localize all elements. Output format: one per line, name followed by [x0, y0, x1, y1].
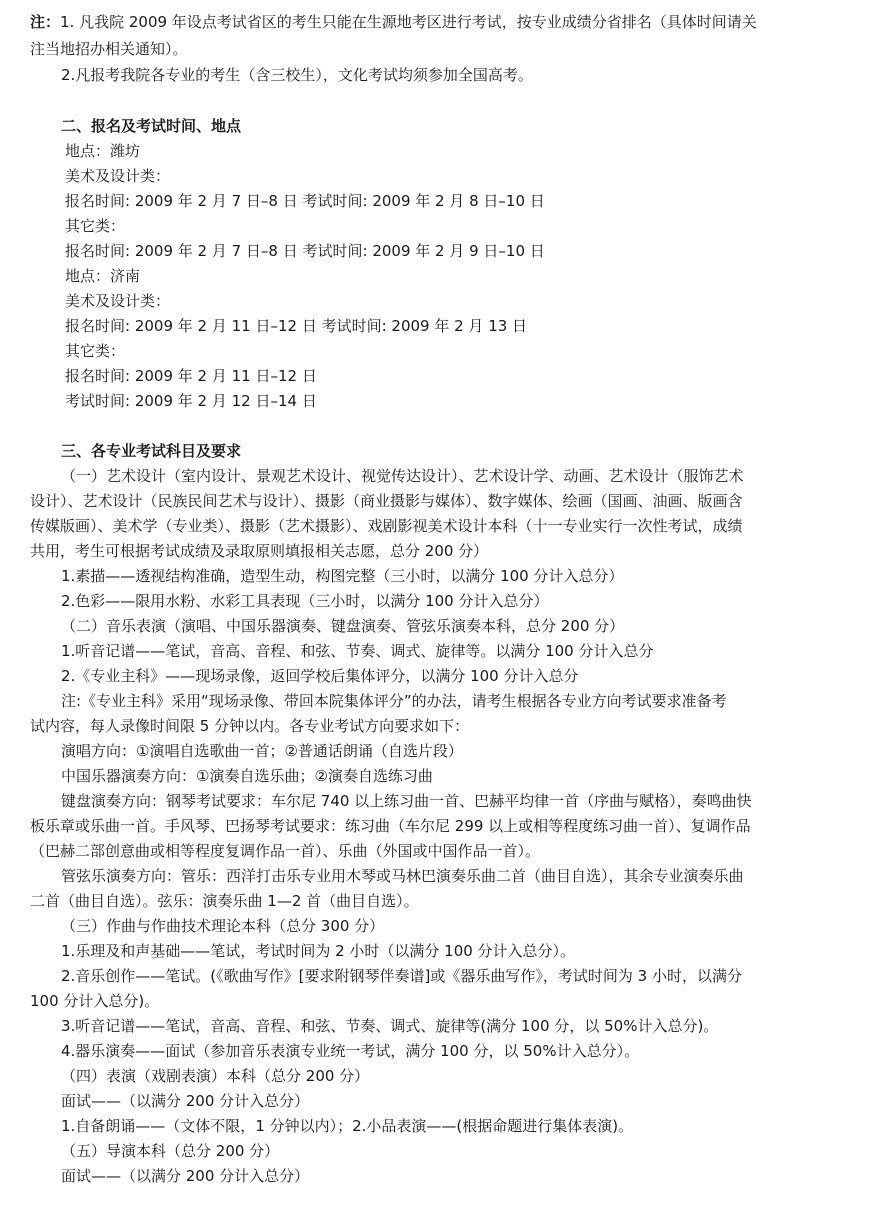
note-line-3: 2.凡报考我院各专业的考生（含三校生），文化考试均须参加全国高考。	[61, 66, 533, 84]
s3-line: （二）音乐表演（演唱、中国乐器演奏、键盘演奏、管弦乐演奏本科，总分 200 分）	[61, 617, 625, 635]
note-label: 注：	[30, 13, 61, 31]
s2-line: 报名时间: 2009 年 2 月 7 日–8 日 考试时间: 2009 年 2 月 8 日–10 日	[65, 192, 545, 210]
s3-line: 共用，考生可根据考试成绩及录取原则填报相关志愿，总分 200 分）	[30, 542, 489, 560]
s3-line: 1.素描——透视结构准确，造型生动，构图完整（三小时，以满分 100 分计入总分）	[61, 567, 624, 585]
s2-line: 美术及设计类：	[65, 292, 171, 310]
s3-line: 面试——（以满分 200 分计入总分）	[61, 1167, 310, 1185]
s3-line: 演唱方向：①演唱自选歌曲一首；②普通话朗诵（自选片段）	[61, 742, 463, 760]
s3-line: 传媒版画）、美术学（专业类）、摄影（艺术摄影）、戏剧影视美术设计本科（十一专业实行一次性考试，成绩	[30, 517, 743, 535]
s3-line: 2.色彩——限用水粉、水彩工具表现（三小时，以满分 100 分计入总分）	[61, 592, 549, 610]
s3-line: 管弦乐演奏方向：管乐：西洋打击乐专业用木琴或马林巴演奏乐曲二首（曲目自选），其余专业演奏乐曲	[61, 867, 744, 885]
s3-line: 试内容，每人录像时间限 5 分钟以内。各专业考试方向要求如下：	[30, 717, 470, 735]
s3-line: （四）表演（戏剧表演）本科（总分 200 分）	[61, 1067, 370, 1085]
s3-line: 设计）、艺术设计（民族民间艺术与设计）、摄影（商业摄影与媒体）、数字媒体、绘画（国画、油画、版画含	[30, 492, 743, 510]
note-text-1: 1. 凡我院 2009 年设点考试省区的考生只能在生源地考区进行考试，按专业成绩分省排名（具体时间请关	[60, 13, 757, 31]
s3-line: 100 分计入总分)。	[30, 992, 160, 1010]
s3-line: 二首（曲目自选）。弦乐：演奏乐曲 1—2 首（曲目自选）。	[30, 892, 419, 910]
s3-line: 注:《专业主科》采用“现场录像、带回本院集体评分”的办法，请考生根据各专业方向考试要求准备考	[61, 692, 727, 710]
s3-line: （一）艺术设计（室内设计、景观艺术设计、视觉传达设计）、艺术设计学、动画、艺术设计（服饰艺术	[61, 467, 744, 485]
s3-line: 键盘演奏方向：钢琴考试要求：车尔尼 740 以上练习曲一首、巴赫平均律一首（序曲与赋格），奏鸣曲快	[61, 792, 752, 810]
s2-line: 其它类：	[65, 217, 126, 235]
note-line-1	[30, 10, 757, 35]
s3-line: （五）导演本科（总分 200 分）	[61, 1142, 280, 1160]
s2-line: 报名时间: 2009 年 2 月 11 日–12 日	[65, 367, 317, 385]
s3-line: （三）作曲与作曲技术理论本科（总分 300 分）	[61, 917, 385, 935]
s3-line: 1.听音记谱——笔试，音高、音程、和弦、节奏、调式、旋律等。以满分 100 分计入总分	[61, 642, 654, 660]
s3-line: 3.听音记谱——笔试，音高、音程、和弦、节奏、调式、旋律等(满分 100 分，以 50%计入总分)。	[61, 1017, 719, 1035]
s2-line: 地点：潍坊	[65, 142, 141, 160]
section-3-heading: 三、各专业考试科目及要求	[61, 442, 242, 460]
s2-line: 考试时间: 2009 年 2 月 12 日–14 日	[65, 392, 317, 410]
s2-line: 美术及设计类：	[65, 167, 171, 185]
s3-line: 面试——（以满分 200 分计入总分）	[61, 1092, 310, 1110]
s2-line: 报名时间: 2009 年 2 月 7 日–8 日 考试时间: 2009 年 2 月 9 日–10 日	[65, 242, 545, 260]
s2-line: 报名时间: 2009 年 2 月 11 日–12 日 考试时间: 2009 年 2 月 13 日	[65, 317, 528, 335]
s3-line: 4.器乐演奏——面试（参加音乐表演专业统一考试，满分 100 分，以 50%计入总分）。	[61, 1042, 640, 1060]
note-line-2: 注当地招办相关通知）。	[30, 40, 188, 58]
section-2-heading: 二、报名及考试时间、地点	[61, 117, 242, 135]
s3-line: 1.乐理及和声基础——笔试，考试时间为 2 小时（以满分 100 分计入总分）。	[61, 942, 576, 960]
s3-line: （巴赫二部创意曲或相等程度复调作品一首）、乐曲（外国或中国作品一首）。	[30, 842, 541, 860]
s3-line: 板乐章或乐曲一首。手风琴、巴扬琴考试要求：练习曲（车尔尼 299 以上或相等程度练习曲一首）、复调作品	[30, 817, 751, 835]
s2-line: 其它类：	[65, 342, 126, 360]
s3-line: 2.《专业主科》——现场录像，返回学校后集体评分，以满分 100 分计入总分	[61, 667, 579, 685]
s2-line: 地点：济南	[65, 267, 141, 285]
s3-line: 1.自备朗诵——（文体不限，1 分钟以内）；2.小品表演——(根据命题进行集体表演)。	[61, 1117, 634, 1135]
s3-line: 2.音乐创作——笔试。(《歌曲写作》[要求附钢琴伴奏谱]或《器乐曲写作》，考试时间为 3 小时，以满分	[61, 967, 742, 985]
s3-line: 中国乐器演奏方向：①演奏自选乐曲；②演奏自选练习曲	[61, 767, 433, 785]
